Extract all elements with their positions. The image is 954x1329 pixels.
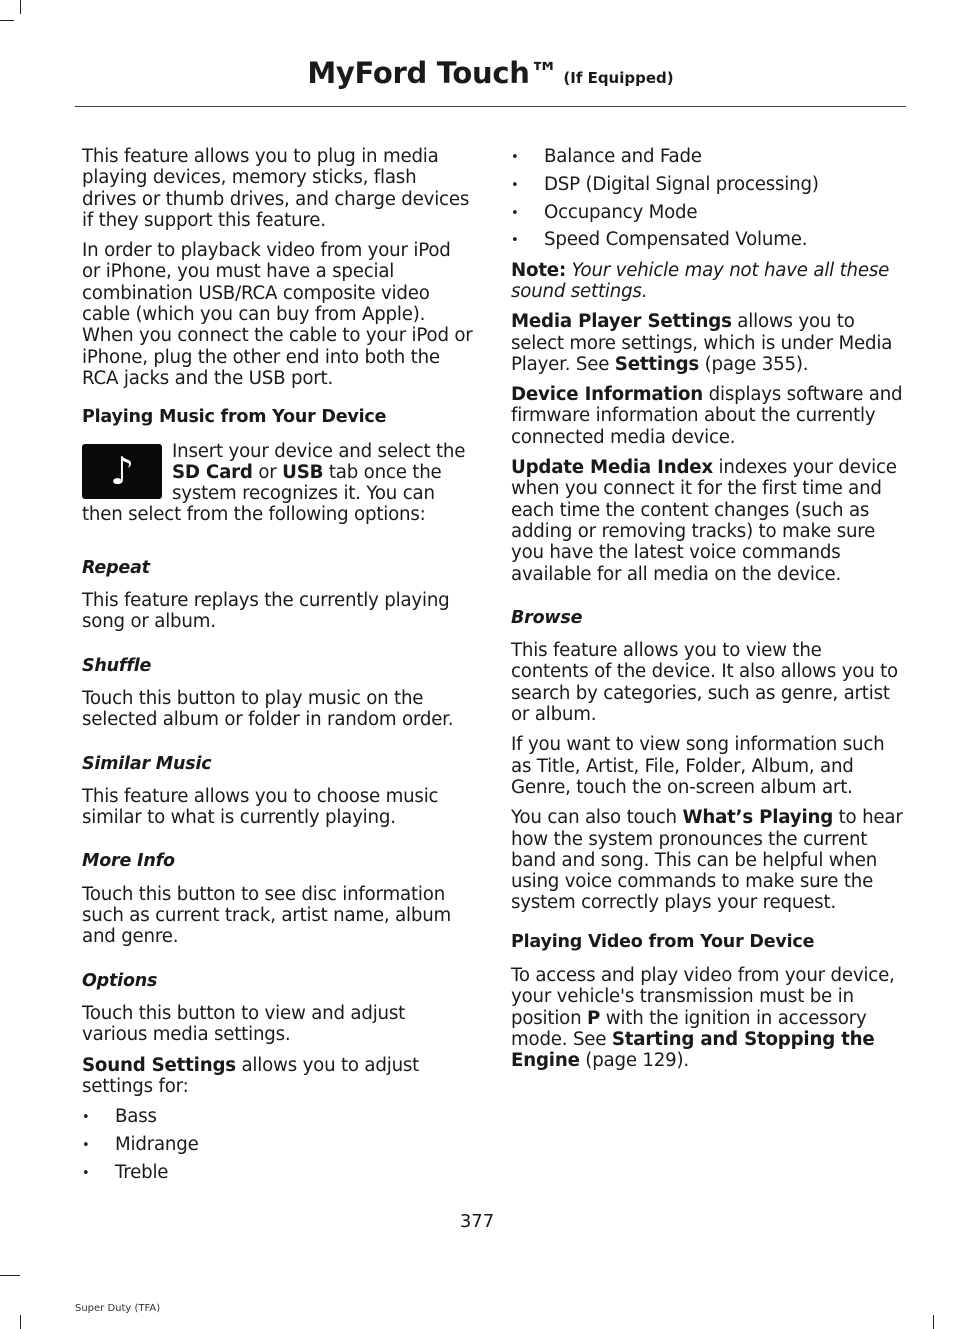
similar-music-text: This feature allows you to choose music similar to what is currently playing. xyxy=(82,785,439,829)
heading-browse: Browse xyxy=(511,607,583,628)
list-item: • Balance and Fade xyxy=(511,146,904,167)
sd-card-label: SD Card xyxy=(172,461,253,483)
options-text: Touch this button to view and adjust various media settings. xyxy=(82,1002,406,1046)
footer-text: Super Duty (TFA) xyxy=(75,1303,161,1314)
starting-stopping-engine-link[interactable]: Starting and Stopping the Engine xyxy=(511,1028,875,1072)
right-column xyxy=(511,146,904,1080)
list-item: • Occupancy Mode xyxy=(511,202,904,223)
heading-repeat: Repeat xyxy=(82,557,150,578)
list-item: • DSP (Digital Signal processing) xyxy=(511,174,904,195)
heading-shuffle: Shuffle xyxy=(82,655,152,676)
heading-more-info: More Info xyxy=(82,851,175,872)
heading-options: Options xyxy=(82,970,158,991)
usb-label: USB xyxy=(282,461,324,483)
sound-settings-list xyxy=(82,1106,474,1183)
list-item: • Midrange xyxy=(82,1134,474,1155)
page-number: 377 xyxy=(459,1211,495,1232)
browse-text: This feature allows you to view the contents of the device. It also allows you to search by categories, such as genre, artist or album. xyxy=(511,640,898,726)
list-item: • Treble xyxy=(82,1162,474,1183)
video-paragraph: To access and play video from your device, your vehicle's transmission must be in position P with the ignition in accessory mode. See Starting and Stopping the Engine (page 129). xyxy=(511,965,895,1072)
crop-mark xyxy=(0,20,14,21)
left-column xyxy=(82,146,474,1192)
note-paragraph: Note: Your vehicle may not have all these sound settings. xyxy=(511,259,890,302)
sound-settings-paragraph: Sound Settings allows you to adjust settings for: xyxy=(82,1054,420,1097)
whats-playing-paragraph: You can also touch What’s Playing to hear how the system pronounces the current band and song. This can be helpful when using voice commands to make sure the system correctly plays your request. xyxy=(511,807,903,914)
song-info-text: If you want to view song information such as Title, Artist, File, Folder, Album, and Genre, touch the on-screen album art. xyxy=(511,734,885,798)
video-cable-paragraph: In order to playback video from your iPod or iPhone, you must have a special combination USB/RCA composite video cable (which you can buy from Apple). When you connect the cable to your iPod or iPhone, plug the other end into both the RCA jacks and the USB port. xyxy=(82,240,473,389)
settings-reference-link[interactable]: Settings xyxy=(614,353,700,375)
crop-mark xyxy=(20,0,21,14)
heading-playing-video: Playing Video from Your Device xyxy=(511,931,815,952)
list-item: • Speed Compensated Volume. xyxy=(511,229,904,250)
update-media-index-paragraph: Update Media Index indexes your device when you connect it for the first time and each time the content changes (such as adding or removing tracks) to make sure you have the latest voice commands available for all media on the device. xyxy=(511,457,897,585)
page-header xyxy=(75,56,906,107)
shuffle-text: Touch this button to play music on the selected album or folder in random order. xyxy=(82,687,454,731)
list-item: • Bass xyxy=(82,1106,474,1127)
crop-mark xyxy=(20,1315,21,1329)
heading-playing-music: Playing Music from Your Device xyxy=(82,407,387,428)
media-player-settings-paragraph: Media Player Settings allows you to select more settings, which is under Media Player. See Settings (page 355). xyxy=(511,311,893,375)
device-information-paragraph: Device Information displays software and firmware information about the currently connected media device. xyxy=(511,384,903,448)
repeat-text: This feature replays the currently playing song or album. xyxy=(82,590,450,633)
crop-mark xyxy=(933,1315,934,1329)
more-info-text: Touch this button to see disc information such as current track, artist name, album and genre. xyxy=(82,883,452,948)
page-subtitle: (If Equipped) xyxy=(563,69,674,87)
music-note-icon: ♪ xyxy=(82,444,162,499)
page-title: MyFord Touch™ xyxy=(307,56,559,90)
heading-similar-music: Similar Music xyxy=(82,753,212,774)
crop-mark xyxy=(0,1275,20,1276)
intro-paragraph: This feature allows you to plug in media playing devices, memory sticks, flash drives or thumb drives, and charge devices if they support this feature. xyxy=(82,146,470,231)
sound-settings-list-continued xyxy=(511,146,904,251)
insert-device-paragraph: ♪ Insert your device and select the SD Card or USB tab once the system recognizes it. You can then select from the following options: xyxy=(82,440,466,526)
